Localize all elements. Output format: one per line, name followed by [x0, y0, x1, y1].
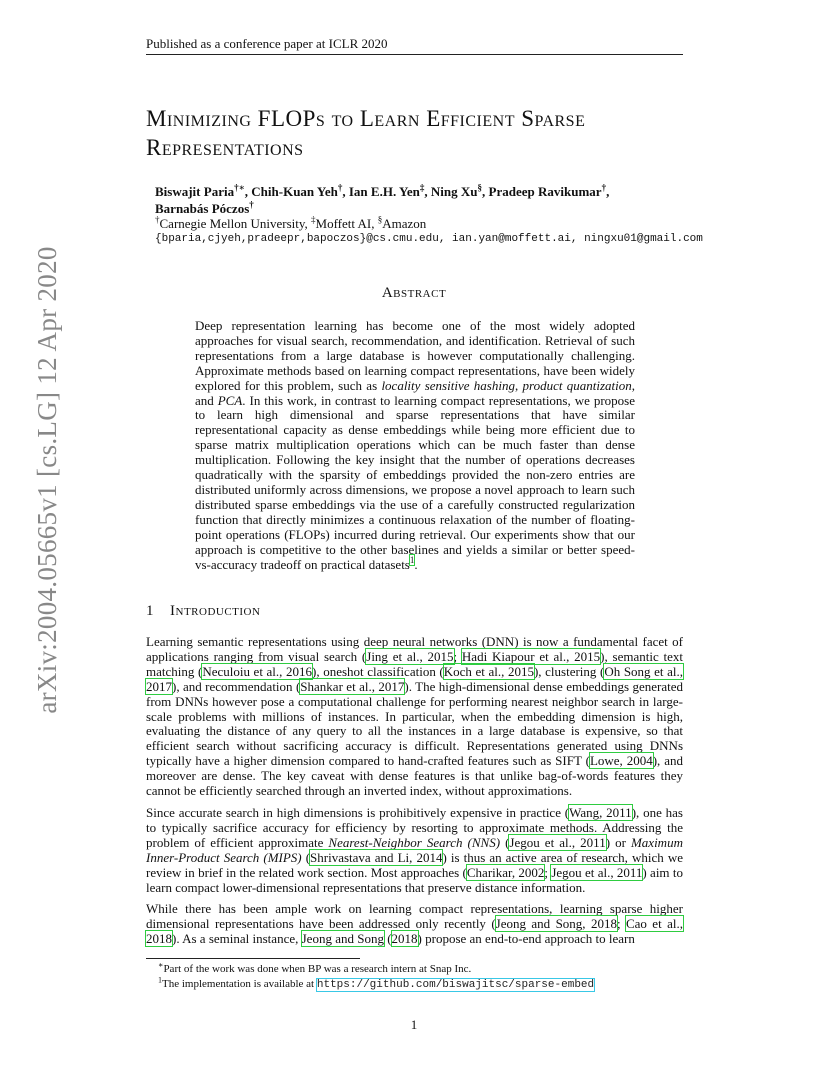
citation-link[interactable]: Wang, 2011 — [569, 804, 632, 820]
footnote-mark: 1 — [158, 975, 162, 985]
citation-link[interactable]: Hadi Kiapour et al., 2015 — [461, 648, 601, 664]
author-mark: ‡ — [419, 182, 425, 193]
citation-link[interactable]: Charikar, 2002 — [466, 864, 545, 880]
title-line-2: Representations — [146, 135, 304, 160]
citation-link[interactable]: Neculoiu et al., 2016 — [202, 663, 313, 679]
citation-link[interactable]: Shankar et al., 2017 — [300, 678, 405, 694]
author-list — [155, 183, 685, 217]
footnote-rule — [146, 958, 360, 959]
affiliation-name: Carnegie Mellon University, — [159, 216, 308, 231]
code-url-link[interactable]: https://github.com/biswajitsc/sparse-embed — [316, 979, 595, 991]
author-name: Biswajit Paria — [155, 184, 235, 199]
affiliation-name: Moffett AI, — [315, 216, 375, 231]
intro-paragraph-3: While there has been ample work on learning compact representations, learning sparse higher dimensional representations have been addressed only recently (Jeong and Song, 2018; Cao et al., 2018). As a seminal instance, Jeong and Song (2018) propose an end-to-end approach to learn — [146, 901, 683, 947]
footnote-text: The implementation is available at — [162, 978, 317, 990]
affiliation-mark: ‡ — [311, 214, 316, 225]
author-mark: † — [601, 182, 607, 193]
citation-link[interactable]: Shrivastava and Li, 2014 — [310, 849, 443, 865]
abstract-body — [195, 319, 635, 572]
footnote-link[interactable]: 1 — [409, 555, 415, 566]
header-rule — [146, 54, 683, 55]
author-name: Pradeep Ravikumar — [488, 184, 602, 199]
abstract-text: , — [514, 377, 523, 393]
footnote — [158, 962, 683, 977]
affiliation-mark: § — [377, 214, 383, 225]
author-name: Barnabás Póczos — [155, 201, 250, 216]
citation-link[interactable]: Cao et al., 2018 — [146, 916, 683, 947]
abstract-heading: Abstract — [381, 285, 447, 301]
emphasis-term: Maximum Inner-Product Search (MIPS) — [146, 834, 683, 865]
section-title: Introduction — [170, 603, 261, 619]
footnote — [158, 977, 683, 993]
intro-paragraph-2: Since accurate search in high dimensions is prohibitively expensive in practice (Wang, 2011), one has to typically sacrifice accuracy for efficiency by resorting to approximate methods. Addressing the problem of efficient approximate Nearest-Neighbor Search (NNS) (Jegou et al., 2011) or Maximum Inner-Product Search (MIPS) (Shrivastava and Li, 2014) is thus an active area of research, which we review in brief in the related work section. Most approaches (Charikar, 2002; Jegou et al., 2011) aim to learn compact lower-dimensional representations that preserve distance information. — [146, 804, 683, 895]
author-name: Chih-Kuan Yeh — [251, 184, 338, 199]
author-emails: {bparia,cjyeh,pradeepr,bapoczos}@cs.cmu.edu, ian.yan@moffett.ai, ningxu01@gmail.com — [155, 233, 703, 245]
footnotes — [158, 962, 683, 993]
emphasis-term: Nearest-Neighbor Search (NNS) — [328, 834, 501, 850]
introduction-body — [146, 635, 683, 954]
arxiv-identifier: arXiv:2004.05665v1 [cs.LG] 12 Apr 2020 — [31, 246, 62, 714]
author-mark: † — [337, 182, 343, 193]
citation-link[interactable]: Lowe, 2004 — [589, 753, 653, 769]
author-line-1: Biswajit Paria†∗, Chih-Kuan Yeh†, Ian E.H. Yen‡, Ning Xu§, Pradeep Ravikumar†, — [155, 182, 610, 199]
running-header: Published as a conference paper at ICLR 2020 — [146, 36, 388, 51]
intro-paragraph-1: Learning semantic representations using deep neural networks (DNN) is now a fundamental facet of applications ranging from visual search (Jing et al., 2015; Hadi Kiapour et al., 2015), semantic text matching (Neculoiu et al., 2016), oneshot classification (Koch et al., 2015), clustering (Oh Song et al., 2017), and recommendation (Shankar et al., 2017). The high-dimensional dense embeddings generated from DNNs however pose a computational challenge for performing nearest neighbor search in large-scale problems with millions of instances. In particular, when the embedding dimension is high, evaluating the distance of any query to all the instances in a large database is expensive, so that efficient search without sacrificing accuracy is difficult. Representations generated using DNNs typically have a higher dimension compared to hand-crafted features such as SIFT (Lowe, 2004), and moreover are dense. The key caveat with dense features is that unlike bag-of-words features they cannot be efficiently searched through an inverted index, without approximations. — [146, 634, 684, 799]
abstract-term-pq: product quantization — [522, 377, 632, 393]
citation-link[interactable]: Jegou et al., 2011 — [551, 864, 643, 880]
abstract-text: , and — [195, 377, 636, 408]
section-heading — [146, 603, 260, 620]
abstract-text: . — [414, 556, 418, 572]
title-line-1: Minimizing FLOPs to Learn Efficient Sparse — [146, 106, 586, 131]
citation-link[interactable]: Jeong and Song, 2018 — [495, 916, 617, 932]
citation-link[interactable]: 2018 — [391, 931, 418, 947]
citation-link[interactable]: Jing et al., 2015 — [366, 648, 454, 664]
author-name: Ning Xu — [430, 184, 478, 199]
abstract-term-lsh: locality sensitive hashing — [381, 377, 515, 393]
author-name: Ian E.H. Yen — [348, 184, 420, 199]
affiliation-name: Amazon — [382, 216, 427, 231]
abstract-text: Deep representation learning has become one of the most widely adopted approaches for visual search, recommendation, and identification. Retrieval of such representations from a large database is however computationally challenging. Approximate methods based on learning compact representations, have been widely explored for this problem, such as — [195, 318, 635, 393]
author-mark: † — [249, 199, 254, 210]
footnote-mark: ∗ — [158, 960, 164, 970]
abstract-term-pca: PCA — [217, 392, 243, 408]
citation-link[interactable]: Jegou et al., 2011 — [509, 834, 606, 850]
author-mark: †∗ — [234, 182, 245, 193]
affiliations — [155, 216, 426, 232]
citation-link[interactable]: Oh Song et al., 2017 — [146, 663, 684, 694]
paper-title — [146, 104, 686, 162]
citation-link[interactable]: Koch et al., 2015 — [443, 663, 534, 679]
author-mark: § — [477, 182, 483, 193]
author-line-2 — [155, 200, 685, 217]
citation-link[interactable]: Jeong and Song — [301, 931, 384, 947]
page-number: 1 — [410, 1017, 418, 1032]
footnote-text: Part of the work was done when BP was a research intern at Snap Inc. — [163, 963, 472, 975]
section-number: 1 — [146, 603, 154, 619]
affiliation-mark: † — [155, 214, 160, 225]
abstract-text: . In this work, in contrast to learning compact representations, we propose to learn high dimensional and sparse representations that have similar representational capacity as dense embeddings while being more efficient due to sparse matrix multiplication operations which can be much faster than dense multiplication. Following the key insight that the number of operations decreases quadratically with the sparsity of embeddings provided the non-zero entries are distributed uniformly across dimensions, we propose a novel approach to learn such distributed sparse embeddings via the use of a carefully constructed regularization function that directly minimizes a continuous relaxation of the number of floating-point operations (FLOPs) incurred during retrieval. Our experiments show that our approach is competitive to the other baselines and yields a similar or better speed-vs-accuracy tradeoff on practical datasets — [195, 392, 635, 572]
